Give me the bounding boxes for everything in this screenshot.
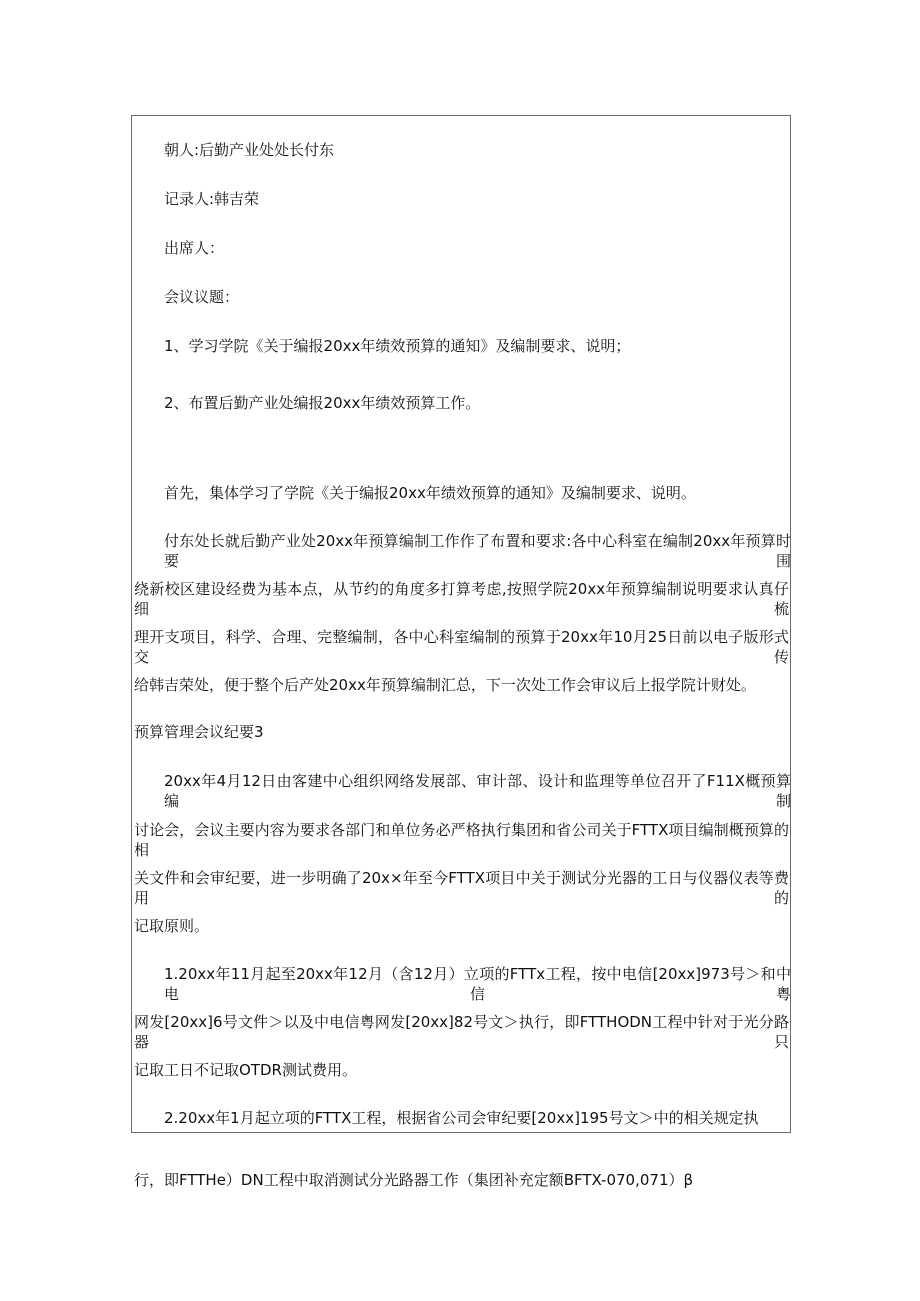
paragraph-arrangement-text: 绕新校区建设经费为基本点，从节约的角度多打算考虑,按照学院20xx年预算编制说明要求认真仔细梳 [134,580,789,618]
paragraph-meeting-last-line: 记取原则。 [134,917,210,935]
paragraph-arrangement-text: 理开支项目，科学、合理、完整编制，各中心科室编制的预算于20xx年10月25日前以电子版形式交传 [134,628,789,666]
paragraph-arrangement-line [164,531,791,571]
agenda-item-1: 1、学习学院《关于编报20xx年绩效预算的通知》及编制要求、说明； [164,337,631,355]
paragraph-arrangement-text: 付东处长就后勤产业处20xx年预算编制工作作了布置和要求:各中心科室在编制20xx年预算时要围 [164,532,791,570]
rule-item-1-text: 网发[20xx]6号文件＞以及中电信粤网发[20xx]82号文＞执行，即FTTHODN工程中针对于光分路器只 [134,1013,789,1051]
paragraph-arrangement-line [134,627,789,667]
agenda-item-2: 2、布置后勤产业处编报20xx年绩效预算工作。 [164,394,481,412]
agenda-heading: 会议议题： [164,288,240,306]
paragraph-meeting-line [164,771,791,811]
paragraph-meeting-line [134,820,789,860]
paragraph-meeting-text: 讨论会，会议主要内容为要求各部门和单位务必严格执行集团和省公司关于FTTX项目编制概预算的相 [134,821,789,859]
host-line: 朝人:后勤产业处处长付东 [164,141,335,159]
paragraph-meeting-text: 关文件和会审纪要，进一步明确了20x×年至今FTTX项目中关于测试分光器的工日与仪器仪表等费用的 [134,869,789,907]
paragraph-study: 首先，集体学习了学院《关于编报20xx年绩效预算的通知》及编制要求、说明。 [164,484,696,502]
section-title: 预算管理会议纪要3 [134,723,264,741]
attendees-line: 出席人： [164,239,225,257]
paragraph-meeting-text: 20xx年4月12日由客建中心组织网络发展部、审计部、设计和监理等单位召开了F11X概预算编制 [164,772,791,810]
rule-item-1-last-line: 记取工日不记取OTDR测试费用。 [134,1061,357,1079]
rule-item-1-line [134,1012,789,1052]
paragraph-arrangement-last-line: 给韩吉荣处，便于整个后产处20xx年预算编制汇总，下一次处工作会审议后上报学院计财处。 [134,676,756,694]
rule-item-1-line [164,964,791,1004]
paragraph-arrangement-line [134,579,789,619]
rule-item-2-line: 2.20xx年1月起立项的FTTX工程，根据省公司会审纪要[20xx]195号文＞中的相关规定执 [164,1109,759,1127]
rule-item-2-continuation: 行，即FTTHe）DN工程中取消测试分光路器工作（集团补充定额BFTX-070,071）β [134,1171,694,1189]
recorder-line: 记录人:韩吉荣 [164,190,260,208]
rule-item-1-text: 1.20xx年11月起至20xx年12月（含12月）立项的FTTx工程，按中电信[20xx]973号＞和中电信粤 [164,965,791,1003]
paragraph-meeting-line [134,868,789,908]
